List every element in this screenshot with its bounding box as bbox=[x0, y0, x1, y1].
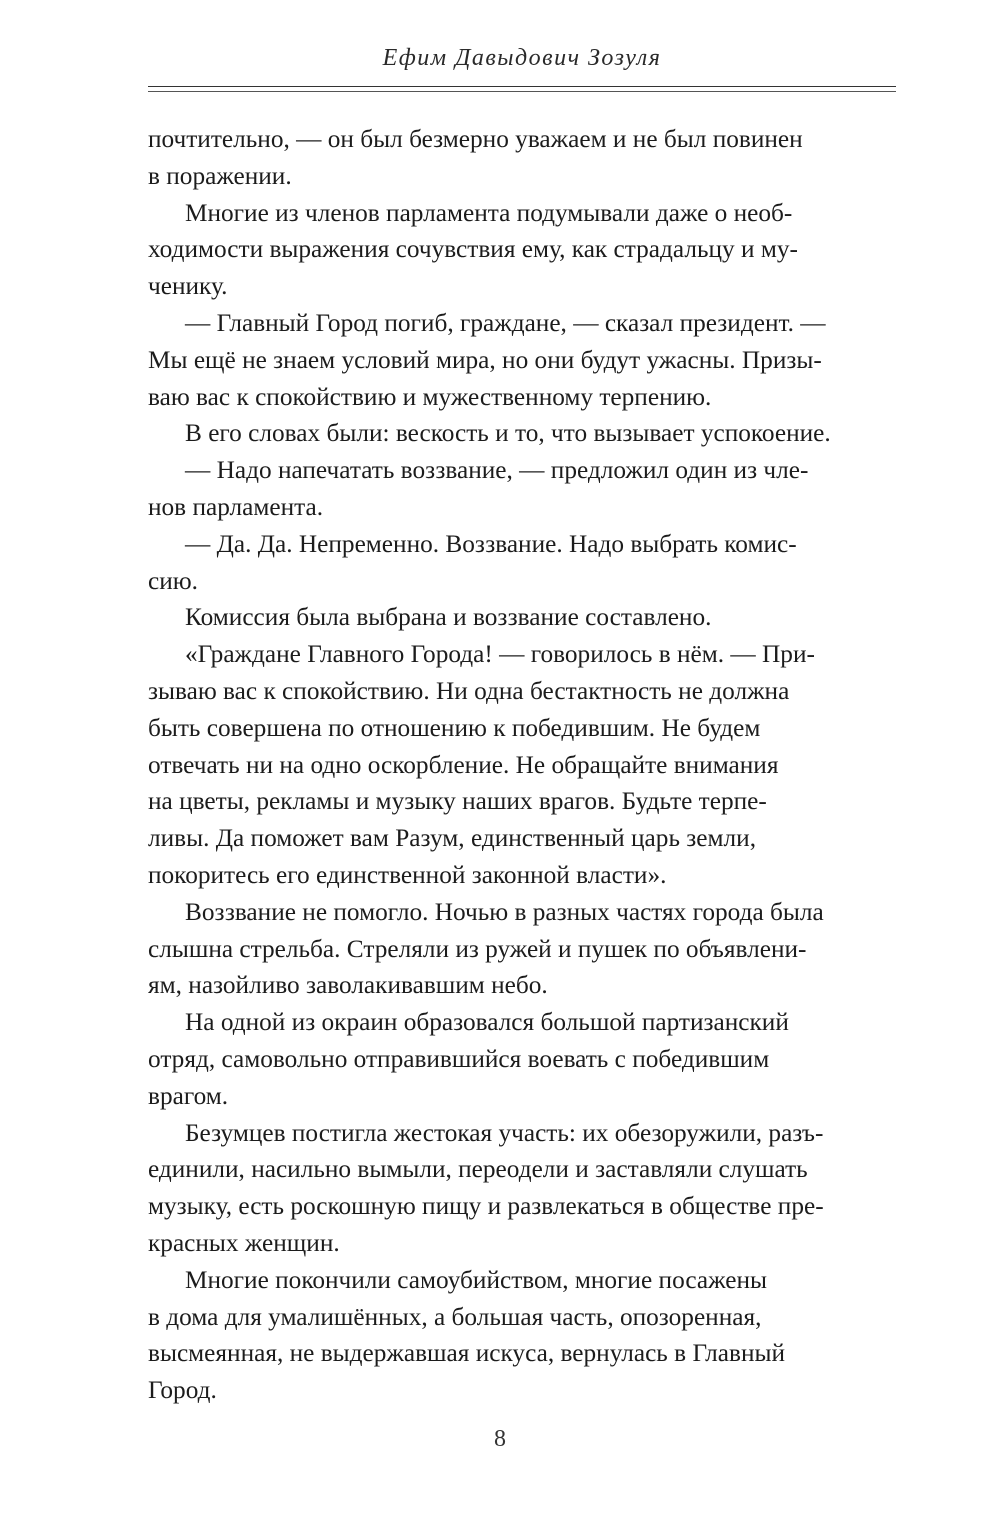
text-line: красных женщин. bbox=[148, 1228, 340, 1257]
running-header bbox=[148, 38, 896, 92]
header-rule-thick bbox=[148, 86, 896, 87]
text-line: отряд, самовольно отправившийся воевать с победившим bbox=[148, 1044, 770, 1073]
text-line: ченику. bbox=[148, 272, 228, 301]
text-line: В его словах были: вескость и то, что вызывает успокоение. bbox=[185, 419, 831, 448]
text-line: Комиссия была выбрана и воззвание составлено. bbox=[185, 603, 712, 632]
text-line: в поражении. bbox=[148, 161, 292, 190]
text-line: в дома для умалишённых, а большая часть, опозоренная, bbox=[148, 1302, 762, 1331]
text-line: единили, насильно вымыли, переодели и заставляли слушать bbox=[148, 1155, 808, 1184]
text-line: зываю вас к спокойствию. Ни одна бестактность не должна bbox=[148, 676, 790, 705]
text-line: Воззвание не помогло. Ночью в разных частях города была bbox=[185, 897, 824, 926]
text-line: Многие покончили самоубийством, многие посажены bbox=[185, 1265, 768, 1294]
text-line: быть совершена по отношению к победившим. Не будем bbox=[148, 713, 761, 742]
text-line: — Главный Город погиб, граждане, — сказал президент. — bbox=[185, 308, 826, 337]
text-line: врагом. bbox=[148, 1081, 229, 1110]
text-line: Многие из членов парламента подумывали даже о необ- bbox=[185, 198, 793, 227]
text-line: музыку, есть роскошную пищу и развлекаться в обществе пре- bbox=[148, 1192, 824, 1221]
text-line: «Граждане Главного Города! — говорилось в нём. — При- bbox=[185, 640, 815, 669]
page-number: 8 bbox=[494, 1426, 506, 1452]
text-line: слышна стрельба. Стреляли из ружей и пушек по объявлени- bbox=[148, 934, 807, 963]
text-line: Безумцев постигла жестокая участь: их обезоружили, разъ- bbox=[185, 1118, 824, 1147]
text-line: Город. bbox=[148, 1376, 217, 1405]
text-line: ям, назойливо заволакивавшим небо. bbox=[148, 971, 548, 1000]
body-text bbox=[148, 121, 898, 1409]
text-line: отвечать ни на одно оскорбление. Не обращайте внимания bbox=[148, 750, 779, 779]
header-rule-thin bbox=[148, 91, 896, 92]
text-line: нов парламента. bbox=[148, 492, 324, 521]
text-line: На одной из окраин образовался большой партизанский bbox=[185, 1008, 789, 1037]
text-line: ливы. Да поможет вам Разум, единственный царь земли, bbox=[148, 824, 757, 853]
text-line: высмеянная, не выдержавшая искуса, вернулась в Главный bbox=[148, 1339, 786, 1368]
text-line: — Да. Да. Непременно. Воззвание. Надо выбрать комис- bbox=[185, 529, 797, 558]
text-line: — Надо напечатать воззвание, — предложил один из чле- bbox=[185, 456, 809, 485]
text-line: покоритесь его единственной законной власти». bbox=[148, 860, 667, 889]
text-line: ходимости выражения сочувствия ему, как страдальцу и му- bbox=[148, 235, 798, 264]
text-line: почтительно, — он был безмерно уважаем и не был повинен bbox=[148, 125, 803, 153]
text-line: сию. bbox=[148, 566, 198, 595]
running-title: Ефим Давыдович Зозуля bbox=[382, 45, 662, 71]
text-line: ваю вас к спокойствию и мужественному терпению. bbox=[148, 382, 712, 411]
text-line: Мы ещё не знаем условий мира, но они будут ужасны. Призы- bbox=[148, 345, 822, 374]
text-line: на цветы, рекламы и музыку наших врагов. Будьте терпе- bbox=[148, 787, 767, 816]
